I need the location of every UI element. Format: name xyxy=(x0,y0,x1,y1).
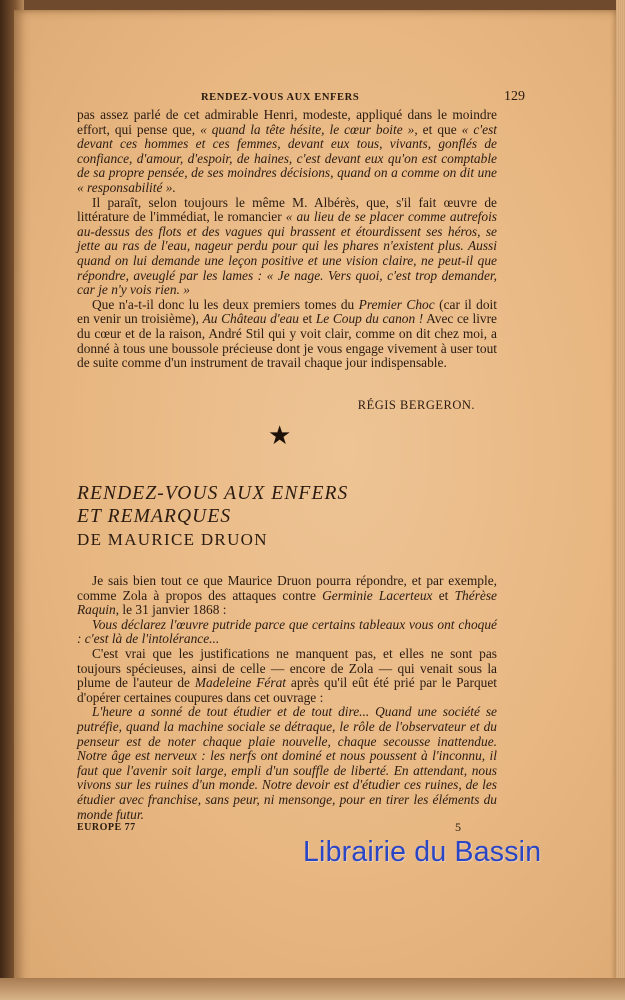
book-title: Germinie Lacerteux xyxy=(322,587,433,603)
star-separator-icon: ★ xyxy=(268,421,292,450)
title-line: DE MAURICE DRUON xyxy=(77,530,268,549)
bookseller-watermark: Librairie du Bassin xyxy=(303,836,542,868)
review-paragraph xyxy=(77,196,497,298)
review-paragraph xyxy=(77,298,497,371)
text-run: , et que xyxy=(414,121,462,137)
book-title: Premier Choc xyxy=(358,296,435,312)
book-title: Madeleine Férat xyxy=(194,675,287,691)
text-run: et xyxy=(432,587,455,603)
author-signature: RÉGIS BERGERON. xyxy=(357,398,475,412)
running-head: RENDEZ-VOUS AUX ENFERS xyxy=(201,92,360,103)
review-paragraph xyxy=(77,108,497,196)
article-text xyxy=(77,574,497,822)
journal-footer: EUROPE 77 xyxy=(77,822,136,833)
text-run: Avec ce livre du cœur et de la raison, André Stil qui y voit clair, comme on dit chez moi, a donné à tous une boussole précieuse dont je vous engage vivement à user tout de suite comme d'un instrument de travail chaque jour indispensable. xyxy=(77,311,498,371)
quotation: « au lieu de se placer comme autrefois au-dessus des flots et des vagues qui brassent et étourdissent ses héros, se jette au ras de l'eau, nageur perdu pour qui les phares n'existent plus. Aussi quand on lui demande une leçon positive et une vision claire, ne peut-il que répondre, aveuglé par les lames : « Je nage. Vers quoi, c'est trop demander, car je n'y vois rien. » xyxy=(77,209,498,298)
article-paragraph xyxy=(77,647,497,705)
article-quotation: Vous déclarez l'œuvre putride parce que certains tableaux vous ont choqué : c'est là de l'intolérance... xyxy=(77,616,497,647)
text-run: après qu'il eût été prié par le Parquet d'opérer certaines coupures dans cet ouvrage : xyxy=(77,675,498,705)
text-run: et xyxy=(298,311,316,327)
signature-mark: 5 xyxy=(455,820,461,834)
text-run: Je sais bien tout ce que Maurice Druon pourra répondre, et par exemple, comme Zola à propos des attaques contre xyxy=(77,573,497,603)
review-text xyxy=(77,108,497,371)
article-quotation: L'heure a sonné de tout étudier et de tout dire... Quand une société se putréfie, quand la machine sociale se détraque, le rôle de l'observateur et du penseur est de noter chaque plaie nouvelle, chaque secousse inattendue. Notre âge est nerveux : les nerfs ont dominé et nous poussent à l'inconnu, il faut que l'avenir soit large, empli d'un souffle de liberté. En attendant, nous vivons sur les ruines d'un monde. Notre devoir est d'étudier ces ruines, de les étudier avec franchise, sans peur, ni mensonge, pour en tirer les éléments du monde futur. xyxy=(77,704,497,822)
text-run: pas assez parlé de cet admirable Henri, modeste, appliqué dans le moindre effort, qui pense que, xyxy=(77,107,497,137)
page-edges xyxy=(616,0,625,1000)
page-bottom-edge xyxy=(0,978,625,1000)
title-line: RENDEZ-VOUS AUX ENFERS xyxy=(77,483,349,504)
quotation: « c'est devant ces hommes et ces femmes, devant eux tous, vivants, gonflés de confiance, d'amour, d'espoir, de haines, c'est devant eux qu'on est comptable de sa propre pensée, de ses moindres décisions, quand on a comme on dit une « responsabilité ». xyxy=(77,121,498,195)
text-run: Il paraît, selon toujours le même M. Albérès, que, s'il fait œuvre de littérature de l'immédiat, le romancier xyxy=(77,194,497,225)
text-run: Que n'a-t-il donc lu les deux premiers tomes du xyxy=(92,296,359,312)
page-number: 129 xyxy=(504,89,525,104)
book-title: Au Château d'eau xyxy=(202,311,299,327)
article-title xyxy=(77,482,348,552)
text-run: C'est vrai que les justifications ne manquent pas, et elles ne sont pas toujours spécieuses, ainsi de celle — encore de Zola — qui venait sous la plume de l'auteur de xyxy=(77,645,497,691)
title-line: ET REMARQUES xyxy=(77,506,232,527)
text-run: (car il doit en venir un troisième), xyxy=(77,296,497,327)
text-run: , le 31 janvier 1868 : xyxy=(115,602,227,618)
book-title: Thérèse Raquin xyxy=(77,587,498,618)
book-title: Le Coup du canon ! xyxy=(315,311,424,327)
article-paragraph xyxy=(77,574,497,618)
quotation: « quand la tête hésite, le cœur boite » xyxy=(200,121,415,137)
